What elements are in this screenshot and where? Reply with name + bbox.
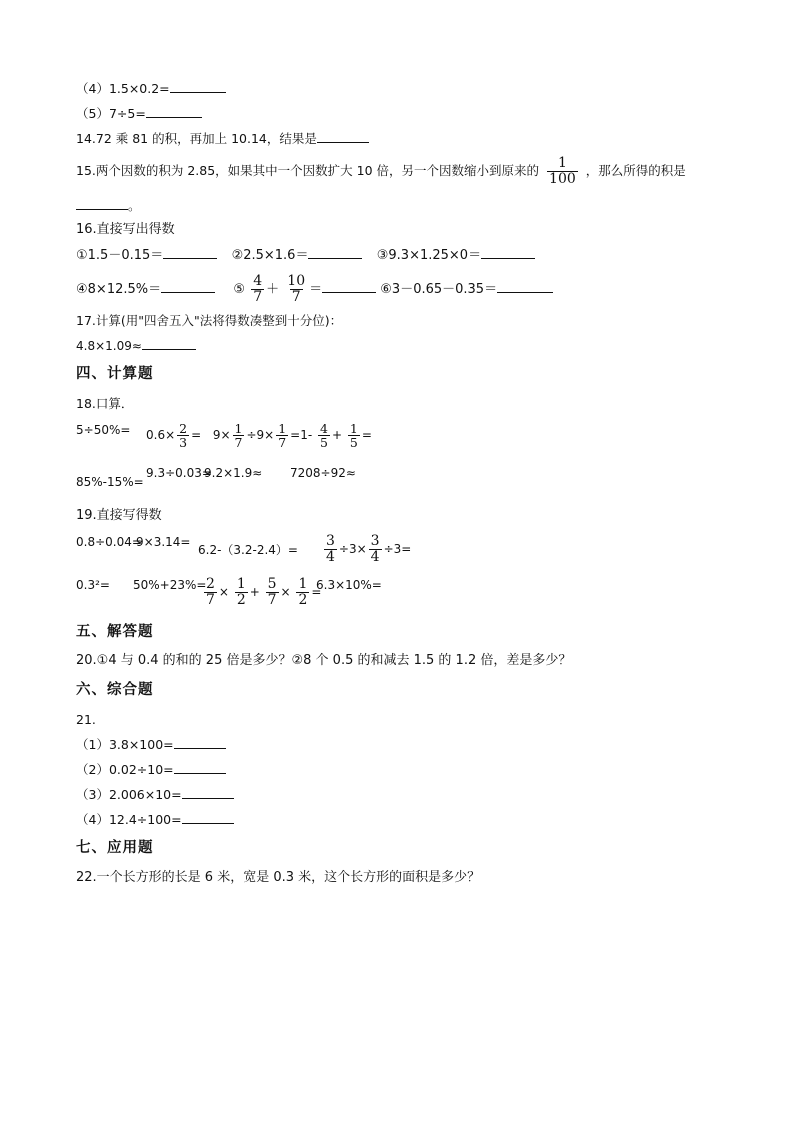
q15-text-post: ，那么所得的积是: [585, 163, 686, 178]
equals: ＝: [309, 282, 323, 297]
q13-part5: [76, 106, 202, 122]
q15-text: 15.两个因数的积为 2.85，如果其中一个因数扩大 10 倍，另一个因数缩小到原来的: [76, 163, 540, 178]
fraction: [276, 422, 288, 449]
fraction: [235, 577, 248, 608]
denominator: 4: [370, 549, 380, 565]
q17-expr-text: 4.8×1.09≈: [76, 339, 142, 353]
q18-c-eq: =1-: [290, 428, 313, 442]
denominator: 2: [298, 592, 308, 608]
numerator: 4: [320, 421, 328, 436]
q16-d: ④8×12.5%＝: [76, 282, 162, 297]
answer-blank[interactable]: [497, 281, 553, 293]
answer-blank[interactable]: [174, 762, 226, 774]
denominator: 100: [549, 171, 576, 187]
q19-e: 0.3²=: [76, 578, 110, 592]
numerator: 3: [326, 533, 335, 549]
numerator: 5: [267, 576, 277, 592]
q13-part5-text: （5）7÷5=: [76, 106, 146, 121]
fraction: [348, 422, 360, 449]
q20: 20.①4 与 0.4 的和的 25 倍是多少？②8 个 0.5 的和减去 1.5 的 1.2 倍，差是多少？: [76, 653, 572, 668]
q18-c-pre: 9×: [212, 428, 231, 442]
equals: =: [361, 428, 372, 442]
answer-blank[interactable]: [142, 338, 196, 350]
q16-row1: [76, 247, 535, 264]
q19-g: [202, 577, 321, 608]
q16-c: ③9.3×1.25×0＝: [376, 248, 482, 263]
q21-part1: [76, 737, 226, 753]
q21-title: 21.: [76, 712, 96, 727]
denominator: 2: [236, 592, 246, 608]
q18-b-pre: 0.6×: [146, 428, 176, 442]
fraction: [285, 274, 307, 305]
denominator: 7: [278, 435, 287, 450]
section-5-heading: 五、解答题: [76, 624, 154, 640]
q15-answer-line: [76, 198, 141, 214]
q14: [76, 131, 369, 147]
q19-h: 6.3×10%=: [316, 578, 382, 592]
q16-f: ⑥3－0.65－0.35＝: [380, 282, 498, 297]
numerator: 3: [370, 533, 380, 549]
q18-g: 9.2×1.9≈: [204, 466, 263, 480]
operator: ＋: [266, 282, 280, 297]
answer-blank[interactable]: [182, 812, 234, 824]
answer-blank[interactable]: [161, 281, 215, 293]
fraction: [266, 577, 279, 608]
q16-b: ②2.5×1.6＝: [231, 248, 309, 263]
q15: [76, 156, 686, 187]
fraction: [324, 534, 337, 565]
section-7-heading: 七、应用题: [76, 840, 154, 856]
q13-part4-text: （4）1.5×0.2=: [76, 81, 170, 96]
denominator: 4: [326, 549, 335, 565]
q16-a: ①1.5－0.15＝: [76, 248, 164, 263]
section-6-heading: 六、综合题: [76, 682, 154, 698]
answer-blank[interactable]: [170, 81, 226, 93]
denominator: 7: [291, 289, 301, 305]
q19-c: 6.2-（3.2-2.4）=: [198, 543, 298, 557]
q18-row1-expr: [146, 422, 372, 449]
q16-row2: [76, 274, 553, 305]
denominator: 5: [320, 435, 328, 450]
q22: 22.一个长方形的长是 6 米，宽是 0.3 米，这个长方形的面积是多少？: [76, 870, 481, 885]
fraction: [233, 422, 245, 449]
q21-part3: [76, 787, 234, 803]
equals: =: [191, 428, 202, 442]
q18-e: 85%-15%=: [76, 475, 144, 489]
answer-blank[interactable]: [182, 787, 234, 799]
section-4-heading: 四、计算题: [76, 366, 154, 382]
q18-c-mid: ÷9×: [246, 428, 275, 442]
q21-part3-text: （3）2.006×10=: [76, 787, 182, 802]
q16-e-mark: ⑤: [233, 282, 246, 297]
denominator: 7: [234, 435, 243, 450]
denominator: 5: [349, 435, 358, 450]
q13-part4: [76, 81, 226, 97]
fraction: [251, 274, 264, 305]
answer-blank[interactable]: [317, 131, 369, 143]
numerator: 10: [287, 273, 306, 289]
answer-blank[interactable]: [481, 247, 535, 259]
q18-a: 5÷50%=: [76, 423, 131, 437]
fraction: [369, 534, 382, 565]
numerator: 1: [236, 576, 246, 592]
q19-d: [322, 534, 411, 565]
answer-blank[interactable]: [163, 247, 217, 259]
fraction: [204, 577, 217, 608]
denominator: 3: [179, 435, 188, 450]
q21-part4: [76, 812, 234, 828]
q21-part2-text: （2）0.02÷10=: [76, 762, 174, 777]
operator: ×: [280, 585, 291, 599]
fraction: [547, 156, 578, 187]
q19-f: 50%+23%=: [133, 578, 207, 592]
q19-d-eq: ÷3=: [383, 542, 412, 556]
answer-blank[interactable]: [76, 198, 128, 210]
operator: ×: [218, 585, 229, 599]
numerator: 4: [253, 273, 263, 289]
q16-title: 16.直接写出得数: [76, 222, 175, 237]
numerator: 1: [278, 421, 287, 436]
equals: =: [311, 585, 322, 599]
numerator: 1: [557, 155, 567, 171]
fraction: [296, 577, 309, 608]
denominator: 7: [267, 592, 277, 608]
q17-expr: [76, 338, 196, 354]
answer-blank[interactable]: [322, 281, 376, 293]
q18-h: 7208÷92≈: [290, 466, 356, 480]
answer-blank[interactable]: [146, 106, 202, 118]
q19-a: 0.8÷0.04=: [76, 535, 142, 549]
denominator: 7: [206, 592, 215, 608]
operator: +: [331, 428, 343, 442]
q21-part2: [76, 762, 226, 778]
fraction: [177, 422, 189, 449]
operator: +: [249, 585, 260, 599]
q21-part4-text: （4）12.4÷100=: [76, 812, 182, 827]
q19-title: 19.直接写得数: [76, 508, 162, 523]
fraction: [318, 422, 330, 449]
numerator: 1: [298, 576, 308, 592]
answer-blank[interactable]: [174, 737, 226, 749]
numerator: 1: [234, 421, 243, 436]
answer-blank[interactable]: [308, 247, 362, 259]
numerator: 2: [206, 576, 215, 592]
numerator: 1: [349, 421, 358, 436]
q19-d-mid: ÷3×: [338, 542, 367, 556]
q15-end: 。: [128, 198, 141, 213]
q18-title: 18.口算．: [76, 396, 134, 411]
numerator: 2: [179, 421, 188, 436]
q17-title: 17.计算(用"四舍五入"法将得数凑整到十分位)：: [76, 313, 343, 328]
denominator: 7: [253, 289, 263, 305]
q18-f: 9.3÷0.03=: [146, 466, 212, 480]
q21-part1-text: （1）3.8×100=: [76, 737, 174, 752]
q19-b: 9×3.14=: [136, 535, 191, 549]
q14-text: 14.72 乘 81 的积，再加上 10.14，结果是: [76, 131, 317, 146]
